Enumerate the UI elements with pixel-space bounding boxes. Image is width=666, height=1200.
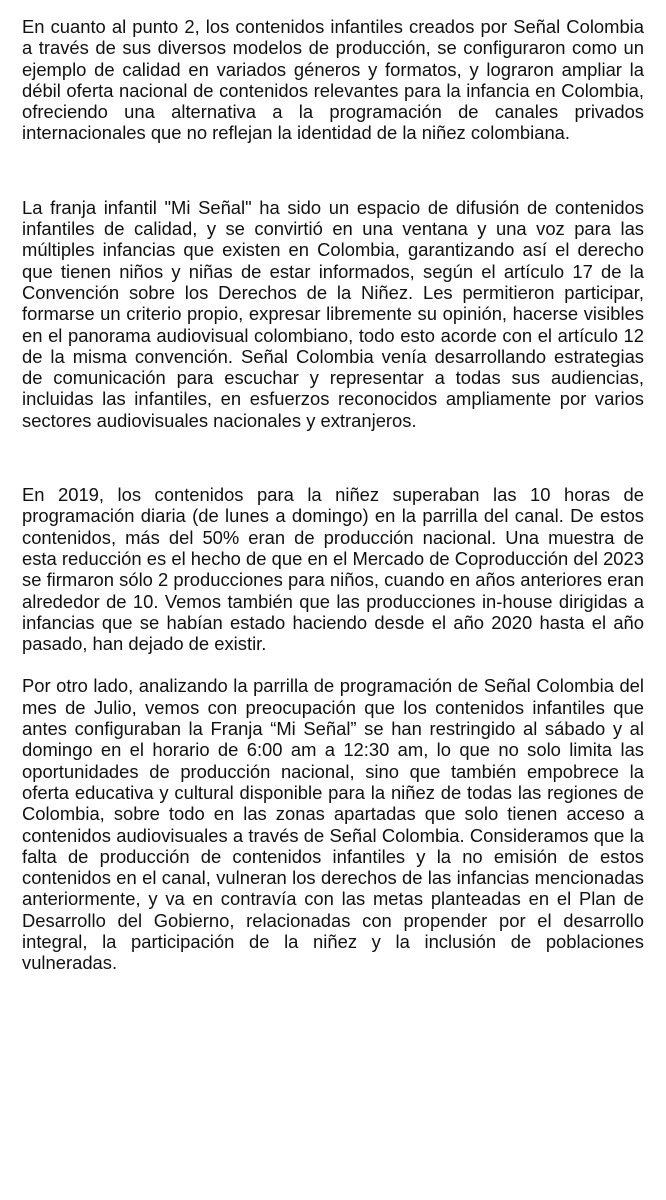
paragraph-mi-senal: La franja infantil "Mi Señal" ha sido un espacio de difusión de contenidos infantiles de calidad, y se convirtió en una ventana y una voz para las múltiples infancias que existen en Colombia, garantizando así el derecho que tienen niños y niñas de estar informados, según el artículo 17 de la Convención sobre los Derechos de la Niñez. Les permitieron participar, formarse un criterio propio, expresar libremente su opinión, hacerse visibles en el panorama audiovisual colombiano, todo esto acorde con el artículo 12 de la misma convención. Señal Colombia venía desarrollando estrategias de comunicación para escuchar y representar a todas sus audiencias, incluidas las infantiles, en esfuerzos reconocidos ampliamente por varios sectores audiovisuales nacionales y extranjeros.	[22, 196, 644, 431]
paragraph-parrilla-julio: Por otro lado, analizando la parrilla de programación de Señal Colombia del mes de Julio, vemos con preocupación que los contenidos infantiles que antes configuraban la Franja “Mi Señal” se han restringido al sábado y al domingo en el horario de 6:00 am a 12:30 am, lo que no solo limita las oportunidades de producción nacional, sino que también empobrece la oferta educativa y cultural disponible para la niñez de todas las regiones de Colombia, sobre todo en las zonas apartadas que solo tienen acceso a contenidos audiovisuales a través de Señal Colombia. Consideramos que la falta de producción de contenidos infantiles y la no emisión de estos contenidos en el canal, vulneran los derechos de las infancias mencionadas anteriormente, y va en contravía con las metas planteadas en el Plan de Desarrollo del Gobierno, relacionadas con propender por el desarrollo integral, la participación de la niñez y la inclusión de poblaciones vulneradas.	[22, 675, 644, 974]
document-body	[22, 16, 644, 974]
paragraph-point-2: En cuanto al punto 2, los contenidos infantiles creados por Señal Colombia a través de sus diversos modelos de producción, se configuraron como un ejemplo de calidad en variados géneros y formatos, y lograron ampliar la débil oferta nacional de contenidos relevantes para la infancia en Colombia, ofreciendo una alternativa a la programación de canales privados internacionales que no reflejan la identidad de la niñez colombiana.	[22, 16, 644, 144]
paragraph-2019: En 2019, los contenidos para la niñez superaban las 10 horas de programación diaria (de lunes a domingo) en la parrilla del canal. De estos contenidos, más del 50% eran de producción nacional. Una muestra de esta reducción es el hecho de que en el Mercado de Coproducción del 2023 se firmaron sólo 2 producciones para niños, cuando en años anteriores eran alrededor de 10. Vemos también que las producciones in-house dirigidas a infancias que se habían estado haciendo desde el año 2020 hasta el año pasado, han dejado de existir.	[22, 484, 644, 655]
